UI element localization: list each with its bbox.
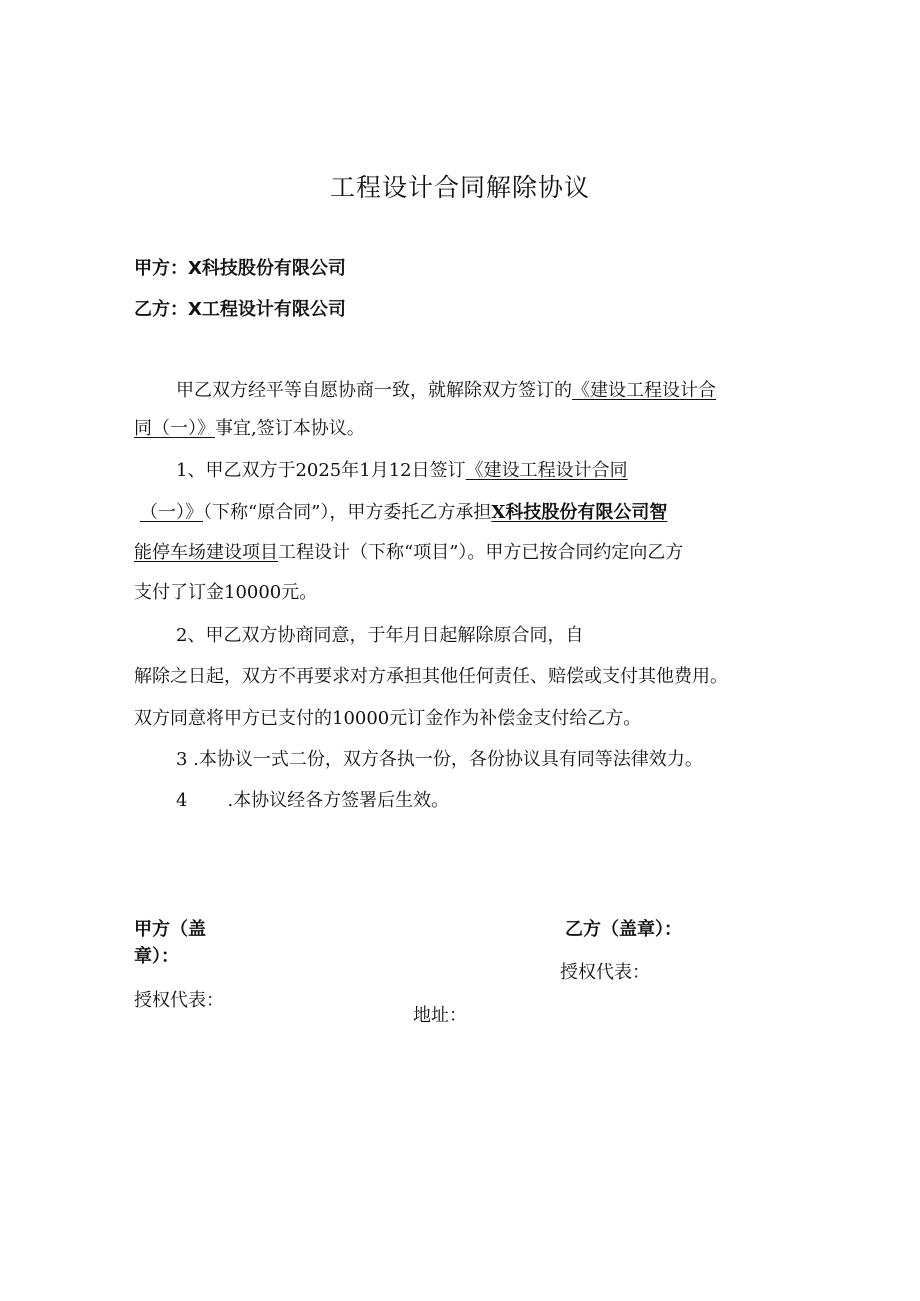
document-title: 工程设计合同解除协议	[329, 173, 590, 202]
intro-line-1	[176, 376, 716, 402]
intro-text: 甲乙双方经平等自愿协商一致，就解除双方签订的	[176, 380, 572, 401]
clause-4	[176, 786, 449, 812]
party-b-name: 乙方：X工程设计有限公司	[134, 299, 346, 320]
clause-2-line-2: 解除之日起，双方不再要求对方承担其他任何责任、赔偿或支付其他费用。	[134, 666, 728, 687]
intro-line-2	[134, 414, 365, 440]
clause-1-line-4: 支付了订金10000元。	[134, 582, 318, 603]
clause-text: 1、甲乙双方于2025年1月12日签订	[176, 460, 466, 481]
contract-name: （一）》	[140, 502, 203, 523]
party-a-representative: 授权代表：	[134, 990, 224, 1011]
project-name: X科技股份有限公司智	[491, 502, 668, 523]
contract-name: 同（一）》	[134, 418, 215, 439]
contract-name: 《建设工程设计合同	[465, 460, 628, 481]
party-a-seal-label: 甲方（盖	[134, 919, 206, 940]
contract-name: 《建设工程设计合	[572, 380, 716, 401]
clause-1-line-1	[176, 456, 628, 482]
clause-text: .本协议经各方签署后生效。	[227, 790, 450, 811]
party-a-seal-label-cont: 章）：	[134, 946, 179, 967]
party-a-name: 甲方：X科技股份有限公司	[134, 258, 346, 279]
clause-2-line-3: 双方同意将甲方已支付的10000元订金作为补偿金支付给乙方。	[134, 708, 642, 729]
clause-3: 3 .本协议一式二份，双方各执一份，各份协议具有同等法律效力。	[176, 749, 703, 770]
party-b-seal-label: 乙方（盖章）：	[565, 919, 682, 940]
clause-1-line-2	[140, 498, 667, 524]
party-b-representative: 授权代表：	[560, 962, 650, 983]
clause-text: 工程设计（下称“项目”）。甲方已按合同约定向乙方	[278, 542, 684, 563]
clause-1-line-3	[134, 538, 683, 564]
clause-2-line-1: 2、甲乙双方协商同意，于年月日起解除原合同，自	[176, 625, 584, 646]
intro-text: 事宜,签订本协议。	[215, 418, 365, 439]
address-label: 地址：	[413, 1005, 467, 1026]
clause-text: （下称“原合同”），甲方委托乙方承担	[203, 502, 492, 523]
clause-number: 4	[176, 790, 188, 811]
project-name: 能停车场建设项目	[134, 542, 278, 563]
